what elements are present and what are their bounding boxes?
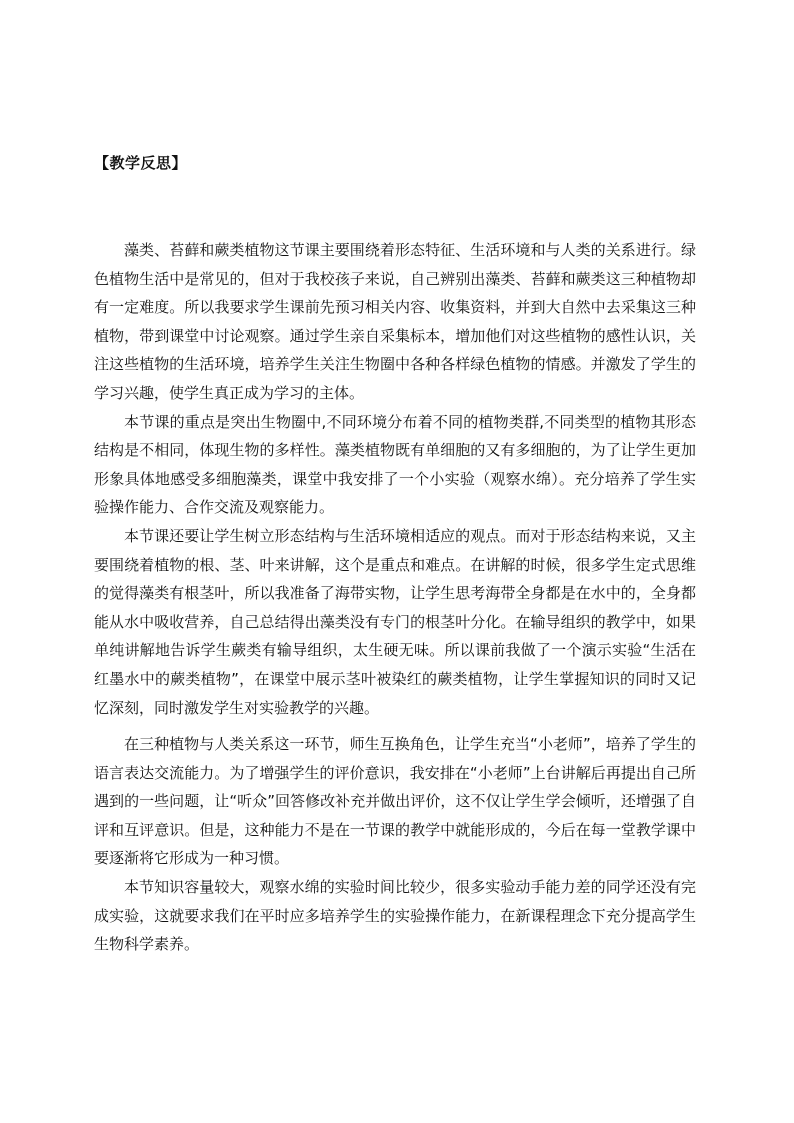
paragraph-5: 本节知识容量较大，观察水绵的实验时间比较少，很多实验动手能力差的同学还没有完成实验，这就要求我们在平时应多培养学生的实验操作能力，在新课程理念下充分提高学生生物科学素养。 (94, 878, 696, 954)
paragraph-1: 藻类、苔藓和蕨类植物这节课主要围绕着形态特征、生活环境和与人类的关系进行。绿色植物生活中是常见的，但对于我校孩子来说，自己辨别出藻类、苔藓和蕨类这三种植物却有一定难度。所以我要求学生课前先预习相关内容、收集资料，并到大自然中去采集这三种植物，带到课堂中讨论观察。通过学生亲自采集标本，增加他们对这些植物的感性认识，关注这些植物的生活环境，培养学生关注生物圈中各种各样绿色植物的情感。并激发了学生的学习兴趣，使学生真正成为学习的主体。 (94, 241, 696, 402)
section-heading: 【教学反思】 (94, 154, 188, 172)
body-text (94, 236, 696, 959)
paragraph-3: 本节课还要让学生树立形态结构与生活环境相适应的观点。而对于形态结构来说，又主要围绕着植物的根、茎、叶来讲解，这个是重点和难点。在讲解的时候，很多学生定式思维的觉得藻类有根茎叶，所以我准备了海带实物，让学生思考海带全身都是在水中的，全身都能从水中吸收营养，自己总结得出藻类没有专门的根茎叶分化。在输导组织的教学中，如果单纯讲解地告诉学生蕨类有输导组织，太生硬无味。所以课前我做了一个演示实验“生活在红墨水中的蕨类植物”，在课堂中展示茎叶被染红的蕨类植物，让学生掌握知识的同时又记忆深刻，同时激发学生对实验教学的兴趣。 (94, 526, 696, 717)
paragraph-4: 在三种植物与人类关系这一环节，师生互换角色，让学生充当“小老师”，培养了学生的语言表达交流能力。为了增强学生的评价意识，我安排在“小老师”上台讲解后再提出自己所遇到的一些问题，让“听众”回答修改补充并做出评价，这不仅让学生学会倾听，还增强了自评和互评意识。但是，这种能力不是在一节课的教学中就能形成的，今后在每一堂教学课中要逐渐将它形成为一种习惯。 (94, 735, 696, 868)
paragraph-2: 本节课的重点是突出生物圈中,不同环境分布着不同的植物类群,不同类型的植物其形态结构是不相同，体现生物的多样性。藻类植物既有单细胞的又有多细胞的，为了让学生更加形象具体地感受多细胞藻类，课堂中我安排了一个小实验（观察水绵）。充分培养了学生实验操作能力、合作交流及观察能力。 (94, 412, 696, 517)
